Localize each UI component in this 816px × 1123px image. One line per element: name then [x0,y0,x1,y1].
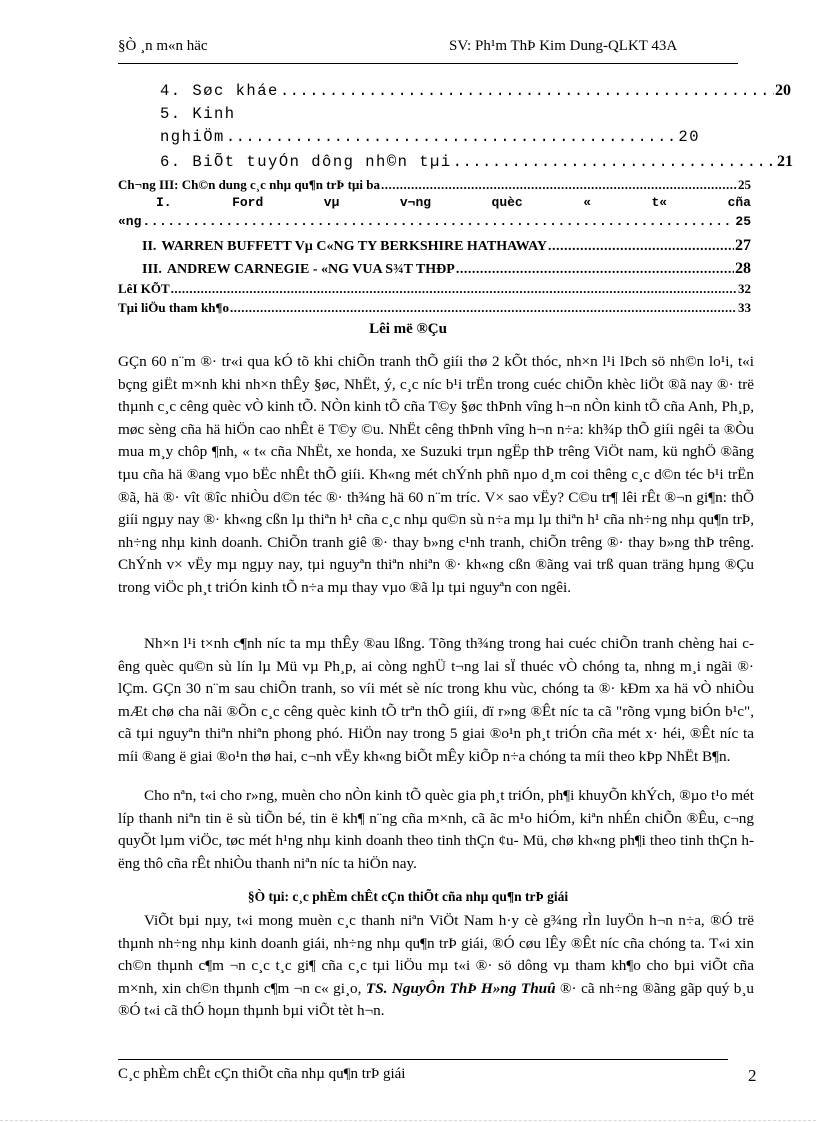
toc-entry-page: 32 [738,281,751,296]
footer-divider [118,1059,728,1060]
body-paragraph: Cho nªn, t«i cho r»ng, muèn cho nÒn kinh tÕ quèc gia ph¸t triÓn, ph¶i khuyÕn khÝch, ®µo t¹o mét líp thanh niªn tin ë sù tiÕn bé, tin ë kh¶ n¨ng cña m×nh, cã ãc m¹o hiÓm, kiªn nhÉn chiÕn ®Êu, c¬ng quyÕt lµm viÖc, tøc mét h¹ng nhµ kinh doanh theo tinh thÇn ¢u- Mü, chø kh«ng ph¶i theo tinh thÇn hëng thô cña rÊt nhiÒu thanh niªn níc ta hiÖn nay. [118,787,754,872]
toc-leader [171,281,737,297]
toc-entry-page: 21 [777,153,793,170]
toc-entry-page: 25 [738,177,751,192]
toc-entry-page: 25 [735,214,751,229]
toc-entry-label-continued: nghiÖm [160,128,225,146]
toc-entry-page: 28 [735,260,751,277]
toc-leader [142,214,734,229]
body-paragraph: GÇn 60 n¨m ®· tr«i qua kÓ tõ khi chiÕn tranh thÕ giíi thø 2 kÕt thóc, nh×n l¹i lÞch sö nh©n lo¹i, t«i bçng giËt m×nh khi nh×n thÊy §øc, NhËt, ý, c¸c níc b¹i trËn trong cuéc chiÕn khèc liÖt ®ã nay ®· trë thµnh c¸c cêng quèc vÒ kinh tÕ. NÒn kinh tÕ cña T©y §øc thÞnh vîng h¬n nÒn kinh tÕ cña Anh, Ph¸p, møc sèng cña hä hiÖn cao nhÊt ë T©y ©u. NhËt cêng thÞnh vîng h¬n n÷a: kh¾p thÕ giíi ngêi ta ®Òu mua m¸y chôp ¶nh, « t« cña NhËt, xe honda, xe Suzuki trµn ngËp thÞ trêng ViÖt nam, kü nghÖ ®ãng tµu cña hä ®ang vµo bËc nhÊt thÕ giíi. Kh«ng mét chÝnh phñ nµo d¸m coi thêng c¸c d©n téc b¹i trËn ®ã, hä ®· vît ®îc nhiÒu d©n téc ®· th¾ng hä 60 n¨m tríc. V× sao vËy? C©u tr¶ lêi rÊt ®¬n gi¶n: thÕ giíi ngµy nay ®· kh«ng cßn lµ thiªn h¹ cña c¸c nhµ qu©n sù n÷a mµ lµ thiªn h¹ cña nh÷ng nhµ qu¶n trÞ, nh÷ng nhµ kinh doanh. ChiÕn tranh giê ®· thay b»ng c¹nh tranh, chiÕn trêng ®· thay b»ng thÞ trêng. ChÝnh v× vËy mµ ngµy nay, tµi nguyªn thiªn nhiªn ®· kh«ng cßn ®ãng vai trß quan träng hµng ®Çu trong viÖc ph¸t triÓn kinh tÕ n÷a mµ thay vµo ®ã lµ tµi nguyªn con ngêi. [118,353,754,596]
page-edge [0,1120,816,1121]
toc-leader [381,177,737,193]
toc-entry-number: II. [142,239,157,254]
toc-entry[interactable] [118,153,793,171]
toc-entry-label: 5. Kinh [160,105,236,123]
toc-entry-label: LêI KÕT [118,281,170,296]
toc-entry-label-continued: «ng [118,214,142,229]
toc-entry-wrapped[interactable] [118,195,751,210]
toc-entry-number: III. [142,262,162,277]
toc-entry[interactable] [118,300,751,316]
toc-word: vµ [323,195,340,210]
toc-entry-label: ANDREW CARNEGIE - «NG VUA S¾T THÐP [166,262,455,277]
toc-word: quèc [491,195,523,210]
section-title: §Ò tµi: c¸c phÈm chÊt cÇn thiÕt cña nhµ qu¶n trÞ giái [247,889,569,904]
toc-word: « [583,195,592,210]
toc-entry-label: 6. BiÕt tuyÓn dông nh©n tµi [160,153,452,171]
footer-title: C¸c phÈm chÊt cÇn thiÕt cña nhµ qu¶n trÞ giái [118,1066,406,1082]
toc-entry-page: 20 [775,82,791,99]
toc-word: v¬ng [399,195,432,210]
toc-entry-page: 33 [738,300,751,315]
toc-entry-label: Tµi liÖu tham kh¶o [118,300,229,315]
toc-entry-label: 4. Søc kháe [160,82,279,100]
closing-paragraph [118,910,754,1023]
toc-entry-page: 20 [678,128,700,146]
toc-leader [280,82,774,100]
toc-entry-number: I. [156,195,172,210]
header-right: SV: Ph¹m ThÞ Kim Dung-QLKT 43A [449,38,678,54]
toc-leader [230,300,737,316]
closing-text-end: ®· cã nh÷ng ®ãng gãp quý b¸u ®Ó t«i cã thÓ hoµn thµnh bµi viÕt tèt h¬n. [118,979,755,1020]
toc-leader [456,262,734,278]
closing-text: ViÕt bµi nµy, t«i mong muèn c¸c thanh niªn ViÖt Nam h·y cè g¾ng rÌn luyÖn h¬n n÷a, ®Ó trë thµnh nh÷ng nhµ kinh doanh giái, nh÷ng nhµ qu¶n trÞ giái, ®Ó cøu lÊy ®Êt níc cña chóng ta. T«i xin ch©n thµnh c¶m ¬n c¸c t¸c gi¶ cña c¸c tµi liÖu mµ t«i ®· sö dông vµ tham kh¶o cho bµi viÕt cña m×nh, xin ch©n thµnh c¶m ¬n c« gi¸o, [118,912,754,997]
page-number: 2 [748,1066,757,1085]
toc-entry-label: WARREN BUFFETT Vµ C«NG TY BERKSHIRE HATHAWAY [161,239,548,254]
intro-title: Lêi më ®Çu [369,321,447,337]
toc-leader [226,128,678,146]
toc-word: cña [727,195,751,210]
toc-word: Ford [232,195,264,210]
toc-word: t« [651,195,668,210]
toc-entry[interactable] [118,237,751,255]
toc-entry-label: Ch¬ng III: Ch©n dung c¸c nhµ qu¶n trÞ tµi ba [118,177,380,192]
toc-leader [548,239,734,255]
toc-entry[interactable] [118,177,751,193]
header-divider [118,63,738,64]
advisor-name: TS. NguyÔn ThÞ H»ng Thuû [365,979,556,997]
toc-entry-page: 27 [735,237,751,254]
toc-leader [453,153,776,171]
body-paragraph: Nh×n l¹i t×nh c¶nh níc ta mµ thÊy ®au lßng. Tõng th¾ng trong hai cuéc chiÕn tranh chèng hai cêng quèc qu©n sù lín lµ Mü vµ Ph¸p, ai còng nghÜ t¬ng lai sÏ thuéc vÒ chóng ta, nhng m¸i ngãi ®· lÇm. GÇn 30 n¨m sau chiÕn tranh, so víi mét sè níc trong khu vùc, chóng ta ®· kÐm xa hä vÒ nhiÒu mÆt chø cha nãi ®Õn c¸c cêng quèc kinh tÕ trªn thÕ giíi, dï r»ng ®Êt níc ta cã "rõng vµng biÓn b¹c", cã tµi nguyªn thiªn nhiªn phong phó. HiÖn nay trong 5 giai ®o¹n ph¸t triÓn cña mét x· héi, ®Êt níc ta míi ®ang ë giai ®o¹n thø hai, c¬nh vËy kh«ng biÕt mÊy kiÕp n÷a chóng ta míi theo kÞp NhËt B¶n. [118,635,754,765]
toc-entry[interactable] [118,214,751,229]
toc-entry[interactable] [160,128,700,146]
toc-entry[interactable] [118,82,791,100]
header-left: §Ò ¸n m«n häc [118,38,208,54]
toc-entry[interactable] [118,281,751,297]
toc-entry[interactable] [118,260,751,278]
